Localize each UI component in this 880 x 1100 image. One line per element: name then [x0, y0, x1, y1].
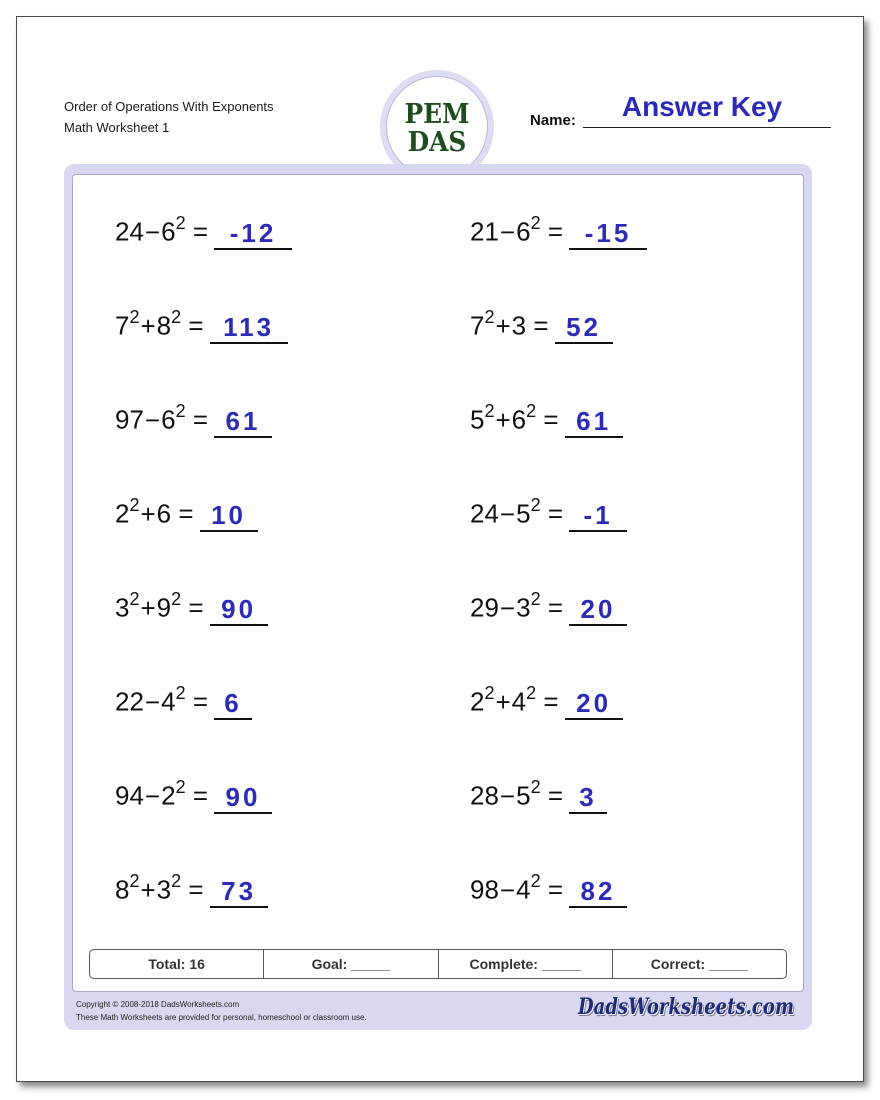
- problem-exponent-b: 2: [171, 589, 182, 610]
- equals-sign: =: [540, 217, 564, 247]
- problem-item: [470, 490, 800, 530]
- problem-exponent-a: 2: [129, 589, 140, 610]
- answer-field[interactable]: 73: [210, 876, 268, 908]
- problem-item: [115, 396, 445, 436]
- usage-note: These Math Worksheets are provided for personal, homeschool or classroom use.: [76, 1013, 367, 1022]
- dadsworksheets-logo: DadsWorksheets.com: [578, 994, 795, 1020]
- problem-operand-b: 3: [516, 593, 531, 623]
- problem-exponent-b: 2: [526, 683, 537, 704]
- goal-field: Goal: _____: [264, 950, 438, 978]
- problem-item: [470, 208, 800, 248]
- problem-operand-b: 6: [161, 217, 176, 247]
- problem-operand-a: 2: [470, 687, 485, 717]
- problem-exponent-a: 2: [484, 683, 495, 704]
- problem-operator: −: [499, 593, 516, 623]
- equals-sign: =: [540, 499, 564, 529]
- total-count: Total: 16: [90, 950, 264, 978]
- name-value: Answer Key: [621, 91, 783, 122]
- problem-operator: −: [144, 405, 161, 435]
- problem-operand-b: 6: [516, 217, 531, 247]
- problem-item: [115, 866, 445, 906]
- problem-expression: [115, 685, 208, 718]
- problem-operand-b: 2: [161, 781, 176, 811]
- equals-sign: =: [185, 781, 209, 811]
- answer-field[interactable]: 10: [200, 500, 258, 532]
- problem-exponent-a: 2: [129, 871, 140, 892]
- problem-item: [115, 678, 445, 718]
- problem-exponent-b: 2: [526, 401, 537, 422]
- problem-operator: +: [495, 405, 511, 435]
- problem-item: [115, 490, 445, 530]
- problem-expression: [470, 685, 559, 718]
- problem-expression: [115, 779, 208, 812]
- problem-exponent-a: 2: [484, 401, 495, 422]
- problem-operand-b: 3: [511, 311, 527, 341]
- problem-expression: [115, 591, 204, 624]
- problem-expression: [115, 403, 208, 436]
- problem-operator: +: [495, 687, 511, 717]
- problem-operator: −: [144, 687, 161, 717]
- equals-sign: =: [540, 875, 564, 905]
- problem-item: [115, 584, 445, 624]
- problem-operand-b: 6: [156, 499, 172, 529]
- equals-sign: =: [185, 687, 209, 717]
- problem-operand-b: 8: [156, 311, 172, 341]
- problem-operand-b: 6: [161, 405, 176, 435]
- problem-operand-a: 2: [115, 499, 130, 529]
- problem-operator: −: [499, 875, 516, 905]
- problem-expression: [115, 309, 204, 342]
- problem-item: [115, 302, 445, 342]
- name-label: Name:: [530, 112, 576, 129]
- problem-item: [115, 208, 445, 248]
- problem-operand-a: 22: [115, 687, 144, 717]
- pemdas-badge-inner: [386, 76, 488, 178]
- problem-exponent-b: 2: [530, 589, 541, 610]
- equals-sign: =: [540, 781, 564, 811]
- copyright-line: Copyright © 2008-2018 DadsWorksheets.com: [76, 1000, 240, 1009]
- equals-sign: =: [526, 311, 549, 341]
- problem-operand-b: 5: [516, 781, 531, 811]
- problem-operator: +: [140, 875, 156, 905]
- problem-operand-a: 28: [470, 781, 499, 811]
- equals-sign: =: [185, 217, 209, 247]
- equals-sign: =: [540, 593, 564, 623]
- problem-operator: −: [144, 217, 161, 247]
- pemdas-badge-line1: PEM: [404, 99, 470, 130]
- problem-expression: [115, 215, 208, 248]
- problem-operator: −: [499, 499, 516, 529]
- problem-exponent-b: 2: [171, 871, 182, 892]
- problem-operator: +: [140, 499, 156, 529]
- score-bar: [89, 949, 787, 979]
- problem-operator: −: [144, 781, 161, 811]
- problem-operator: +: [495, 311, 511, 341]
- answer-field[interactable]: 20: [569, 594, 627, 626]
- problem-operand-b: 4: [161, 687, 176, 717]
- problem-operand-a: 97: [115, 405, 144, 435]
- problem-exponent-b: 2: [175, 777, 186, 798]
- answer-field[interactable]: 52: [555, 312, 613, 344]
- problem-exponent-b: 2: [175, 683, 186, 704]
- pemdas-badge-line2: DAS: [407, 127, 467, 158]
- answer-field[interactable]: 113: [210, 312, 288, 344]
- problem-operand-a: 29: [470, 593, 499, 623]
- problem-exponent-b: 2: [530, 871, 541, 892]
- problem-operand-b: 9: [156, 593, 172, 623]
- problem-expression: [470, 309, 549, 342]
- problem-operand-a: 24: [470, 499, 499, 529]
- problem-item: [470, 584, 800, 624]
- problem-operand-a: 24: [115, 217, 144, 247]
- problem-exponent-b: 2: [171, 307, 182, 328]
- equals-sign: =: [171, 499, 194, 529]
- problem-exponent-b: 2: [175, 401, 186, 422]
- problem-operator: −: [499, 781, 516, 811]
- problem-exponent-a: 2: [129, 307, 140, 328]
- answer-field[interactable]: -12: [214, 218, 292, 250]
- problem-expression: [470, 873, 563, 906]
- answer-field[interactable]: -1: [569, 500, 627, 532]
- problem-operator: +: [140, 593, 156, 623]
- problem-expression: [115, 873, 204, 906]
- answer-field[interactable]: 90: [210, 594, 268, 626]
- answer-field[interactable]: 6: [214, 688, 252, 720]
- correct-field: Correct: _____: [650, 956, 749, 972]
- worksheet-title-line2: Math Worksheet 1: [64, 120, 170, 135]
- answer-field[interactable]: -15: [569, 218, 647, 250]
- answer-field[interactable]: 82: [569, 876, 627, 908]
- problem-item: [470, 866, 800, 906]
- problem-exponent-b: 2: [175, 213, 186, 234]
- problem-operator: −: [499, 217, 516, 247]
- problem-expression: [470, 591, 563, 624]
- equals-sign: =: [181, 875, 204, 905]
- answer-field[interactable]: 90: [214, 782, 272, 814]
- problem-operand-b: 3: [156, 875, 172, 905]
- problem-operand-b: 5: [516, 499, 531, 529]
- problem-item: [470, 678, 800, 718]
- problem-item: [470, 396, 800, 436]
- problem-expression: [115, 497, 194, 530]
- problem-operand-b: 6: [511, 405, 527, 435]
- problem-operand-a: 94: [115, 781, 144, 811]
- problem-operand-b: 4: [511, 687, 527, 717]
- problem-operand-a: 3: [115, 593, 130, 623]
- problem-operand-a: 98: [470, 875, 499, 905]
- equals-sign: =: [181, 311, 204, 341]
- answer-field[interactable]: 61: [214, 406, 272, 438]
- problem-item: [470, 772, 800, 812]
- equals-sign: =: [536, 405, 559, 435]
- problem-operator: +: [140, 311, 156, 341]
- answer-field[interactable]: 20: [565, 688, 623, 720]
- problem-expression: [470, 497, 563, 530]
- worksheet-title: [64, 96, 274, 138]
- problem-operand-a: 5: [470, 405, 485, 435]
- problem-item: [115, 772, 445, 812]
- problem-expression: [470, 215, 563, 248]
- problem-exponent-b: 2: [530, 213, 541, 234]
- equals-sign: =: [181, 593, 204, 623]
- worksheet-title-line1: Order of Operations With Exponents: [64, 99, 274, 114]
- copyright-notice: [76, 998, 367, 1024]
- complete-field: Complete: _____: [439, 950, 613, 978]
- problem-operand-a: 7: [470, 311, 485, 341]
- equals-sign: =: [536, 687, 559, 717]
- problem-expression: [470, 403, 559, 436]
- problem-operand-a: 7: [115, 311, 130, 341]
- name-underline: [583, 127, 831, 128]
- problem-expression: [470, 779, 563, 812]
- problem-operand-b: 4: [516, 875, 531, 905]
- answer-field[interactable]: 3: [569, 782, 607, 814]
- problem-operand-a: 8: [115, 875, 130, 905]
- problem-operand-a: 21: [470, 217, 499, 247]
- problem-exponent-b: 2: [530, 777, 541, 798]
- answer-field[interactable]: 61: [565, 406, 623, 438]
- equals-sign: =: [185, 405, 209, 435]
- problem-exponent-b: 2: [530, 495, 541, 516]
- problem-exponent-a: 2: [129, 495, 140, 516]
- problem-exponent-a: 2: [484, 307, 495, 328]
- problem-item: [470, 302, 800, 342]
